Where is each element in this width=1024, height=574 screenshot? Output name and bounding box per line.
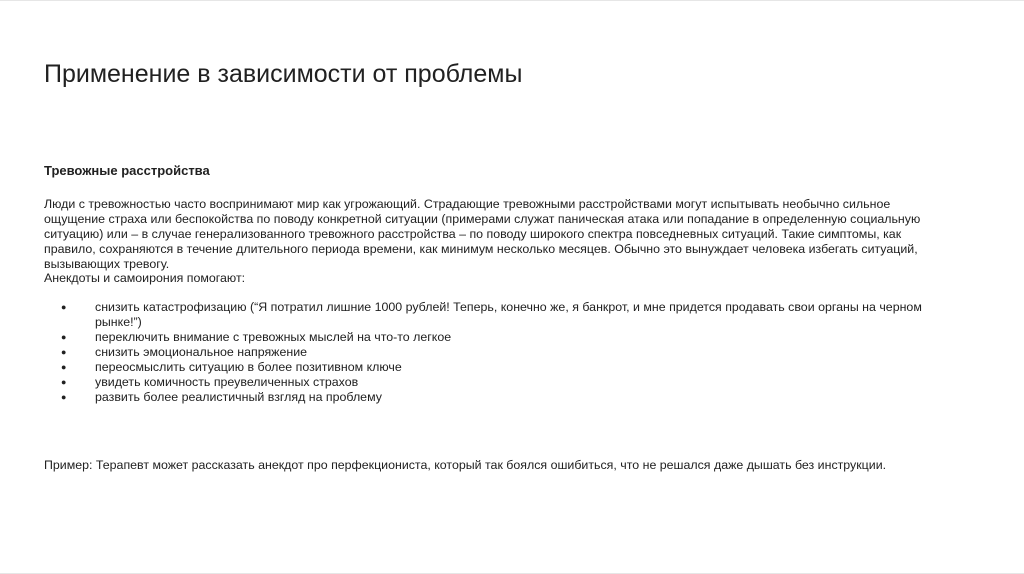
bullet-icon: ●: [61, 377, 67, 387]
slide-top-divider: [0, 0, 1024, 1]
list-item-line: увидеть комичность преувеличенных страхов: [95, 375, 359, 389]
paragraph-line: правило, сохраняются в течение длительного периода времени, как минимум несколько месяцев. Обычно это вынуждает человека избегать ситуаций,: [44, 242, 918, 256]
list-item: [44, 390, 984, 405]
list-item-line: снизить эмоциональное напряжение: [95, 345, 308, 359]
paragraph-line: ощущение страха или беспокойства по поводу конкретной ситуации (примерами служат паническая атака или попадание в определенную социальную: [44, 212, 921, 226]
slide-title: Применение в зависимости от проблемы: [44, 60, 523, 88]
list-item: [44, 330, 984, 345]
list-item-line: рынке!”): [95, 315, 142, 329]
list-item: [44, 360, 984, 375]
list-item-line: развить более реалистичный взгляд на проблему: [95, 390, 382, 404]
bullet-list: [44, 300, 984, 405]
body-paragraph: [44, 197, 984, 272]
list-item: [44, 300, 984, 330]
bullet-icon: ●: [61, 332, 67, 342]
list-item-line: переключить внимание с тревожных мыслей на что-то легкое: [95, 330, 452, 344]
example-text: Пример: Терапевт может рассказать анекдот про перфекциониста, который так боялся ошибиться, что не решался даже дышать без инструкции.: [44, 458, 887, 472]
bullet-icon: ●: [61, 347, 67, 357]
paragraph-line: Люди с тревожностью часто воспринимают мир как угрожающий. Страдающие тревожными расстройствами могут испытывать необычно сильное: [44, 197, 891, 211]
paragraph-line: вызывающих тревогу.: [44, 257, 170, 271]
list-intro: Анекдоты и самоирония помогают:: [44, 271, 246, 285]
section-heading: Тревожные расстройства: [44, 163, 210, 178]
list-item-line: снизить катастрофизацию (“Я потратил лишние 1000 рублей! Теперь, конечно же, я банкрот, и мне придется продавать свои органы на черном: [95, 300, 922, 314]
bullet-icon: ●: [61, 302, 67, 312]
list-item: [44, 345, 984, 360]
bullet-icon: ●: [61, 362, 67, 372]
list-item-line: переосмыслить ситуацию в более позитивном ключе: [95, 360, 402, 374]
bullet-icon: ●: [61, 392, 67, 402]
list-item: [44, 375, 984, 390]
paragraph-line: ситуацию) или – в случае генерализованного тревожного расстройства – по поводу широкого спектра повседневных ситуаций. Такие симптомы, как: [44, 227, 902, 241]
